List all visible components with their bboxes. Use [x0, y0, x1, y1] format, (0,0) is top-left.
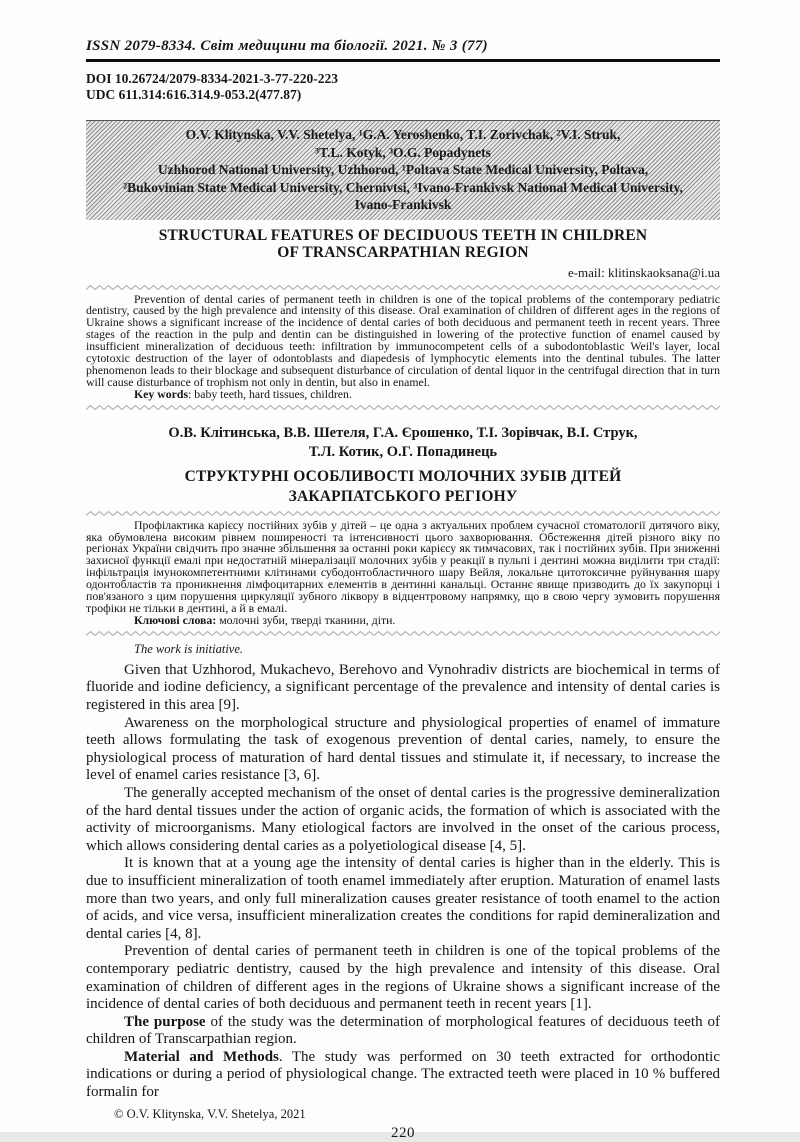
paragraph-text: The generally accepted mechanism of the onset of dental caries is the progressive demineralization of the hard dental tissues under the action of organic acids, the formation of which is associated with the activity of microorganisms. Many etiological factors are involved in the onset of the carious process, which allows considering dental caries as a polyetiological disease [4, 5].	[86, 784, 720, 854]
paragraph-text: . The study was performed on 30 teeth extracted for orthodontic indications or during a period of physiological change. The extracted teeth were placed in 10 % buffered formalin for	[86, 1048, 720, 1101]
zigzag-divider	[86, 284, 720, 291]
paragraph-lead: The purpose	[124, 1013, 206, 1030]
body-paragraph	[86, 1014, 720, 1049]
body-paragraph	[86, 855, 720, 943]
email-line: e-mail: klitinskaoksana@i.ua	[567, 264, 720, 280]
abstract-uk-text: Профілактика карієсу постійних зубів у дітей – це одна з актуальних проблем сучасної стоматології дитячого віку, яка обумовлена високим рівнем поширеності та інтенсивності цього захворювання. Обстеження дітей різного віку по регіонах України свідчить про значне збільшення за останні роки карієсу як тимчасових, так і постійних зубів. При зниженні захисної функції емалі при недостатній мінералізації молочних зубів у реакції в пульпі і дентині можна виділити три стадії: інфільтрація імунокомпетентними клітинами субодонтобластичного шару Вейля, локальне цитотоксичне руйнування шару одонтобластів та проникнення лімфоцитарних елементів в дентинні канальці. Останнє явище призводить до їх закупорці і пов'язаного з цим порушення циркуляції зубного ліквору в відцентровому напрямку, що в свою чергу зумовить порушення трофіки не тільки в дентині, а й в емалі.	[86, 517, 720, 615]
paragraph-text: It is known that at a young age the intensity of dental caries is higher than in the elderly. This is due to insufficient mineralization of tooth enamel immediately after eruption. Maturation of enamel lasts more than two years, and only full mineralization causes greater resistance of tooth enamel to the action of acids, and vice versa, insufficient mineralization creates the conditions for rapid demineralization and dental caries [4, 8].	[86, 855, 720, 942]
page-number: 220	[391, 1124, 415, 1141]
authors-block-uk	[86, 424, 720, 462]
abstract-en	[86, 291, 720, 401]
body-paragraph	[86, 715, 720, 785]
paragraph-text: Prevention of dental caries of permanent teeth in children is one of the topical problems of the contemporary pediatric dentistry, caused by the high prevalence and intensity of this disease. Oral examination of children of different ages in the regions of Ukraine shows a significant increase of the incidence of dental caries of both deciduous and permanent teeth in recent years [1].	[86, 943, 720, 1013]
keywords-uk-label: Ключові слова:	[134, 612, 217, 627]
abstract-en-keywords	[86, 386, 720, 401]
paragraph-text: Given that Uzhhorod, Mukachevo, Berehovo and Vynohradiv districts are biochemical in terms of fluoride and iodine deficiency, a significant percentage of the prevalence and intensity of dental caries is registered in this area [9].	[86, 661, 720, 713]
zigzag-divider	[86, 404, 720, 411]
article-title-en-line1: STRUCTURAL FEATURES OF DECIDUOUS TEETH IN CHILDREN	[158, 226, 648, 244]
article-body	[86, 662, 720, 1102]
abstract-en-text: Prevention of dental caries of permanent teeth in children is one of the topical problems of the contemporary pediatric dentistry, caused by the high prevalence and intensity of this disease. Oral examination of children of different ages in the regions of Ukraine shows a significant increase of the incidence of dental caries of both deciduous and permanent teeth in recent years. Three stages of the reaction in the pulp and dentin can be distinguished in lowering of the protective function of enamel caused by insufficient mineralization of deciduous teeth: infiltration by immunocompetent cells of a subodontoblastic Weil's layer, local cytotoxic destruction of the layer of odontoblasts and diapedesis of lymphocytic elements into the dentinal tubules. The latter phenomenon leads to their blockage and subsequent disturbance of circulation of dental liquor in the centrifugal direction that in turn will cause disturbance of trophism not only in dentin, but also in enamel.	[86, 291, 720, 389]
affiliations-line1: Uzhhorod National University, Uzhhorod, ¹Poltava State Medical University, Poltava,	[157, 162, 649, 177]
keywords-uk-list: молочні зуби, тверді тканини, діти.	[216, 612, 396, 627]
udc-line: UDC 611.314:616.314.9-053.2(477.87)	[86, 87, 302, 102]
authors-en-line1: O.V. Klitynska, V.V. Shetelya, ¹G.A. Yeroshenko, T.I. Zorivchak, ²V.I. Struk,	[185, 127, 621, 142]
zigzag-divider	[86, 510, 720, 517]
work-note: The work is initiative.	[134, 641, 244, 656]
journal-header	[86, 38, 720, 102]
article-title-uk-line2: ЗАКАРПАТСЬКОГО РЕГІОНУ	[288, 487, 518, 505]
article-title-uk	[86, 467, 720, 507]
zigzag-divider	[86, 630, 720, 637]
paragraph-text: of the study was the determination of morphological features of deciduous teeth of children of Transcarpathian region.	[86, 1013, 720, 1048]
authors-block-en	[86, 120, 720, 220]
affiliations-line3: Ivano-Frankivsk	[354, 197, 452, 212]
authors-uk-line1: О.В. Клітинська, В.В. Шетеля, Г.А. Єрошенко, Т.І. Зорівчак, В.І. Струк,	[168, 424, 638, 441]
copyright-line: © O.V. Klitynska, V.V. Shetelya, 2021	[114, 1106, 306, 1121]
authors-uk-line2: Т.Л. Котик, О.Г. Попадинець	[308, 443, 498, 460]
article-title-uk-line1: СТРУКТУРНІ ОСОБЛИВОСТІ МОЛОЧНИХ ЗУБІВ ДІТЕЙ	[184, 467, 622, 485]
abstract-uk	[86, 517, 720, 627]
keywords-en-list: : baby teeth, hard tissues, children.	[188, 386, 352, 401]
article-title-en	[86, 227, 720, 261]
page-footer	[86, 1107, 720, 1142]
keywords-en-label: Key words	[134, 386, 189, 401]
article-title-en-line2: OF TRANSCARPATHIAN REGION	[277, 243, 529, 261]
body-paragraph	[86, 1049, 720, 1102]
body-paragraph	[86, 943, 720, 1013]
paragraph-text: Awareness on the morphological structure and physiological properties of enamel of immature teeth allows formulating the task of exogenous prevention of dental caries, namely, to ensure the physiological process of maturation of hard dental tissues and stimulate it, if necessary, to increase the level of enamel caries resistance [3, 6].	[86, 714, 720, 784]
affiliations-line2: ²Bukovinian State Medical University, Chernivtsi, ³Ivano-Frankivsk National Medical University,	[123, 179, 683, 195]
doi-line: DOI 10.26724/2079-8334-2021-3-77-220-223	[86, 71, 338, 86]
authors-en-line2: ³T.L. Kotyk, ³O.G. Popadynets	[315, 144, 491, 160]
body-paragraph	[86, 785, 720, 855]
paragraph-lead: Material and Methods	[124, 1048, 279, 1065]
abstract-uk-keywords	[86, 612, 720, 627]
body-paragraph	[86, 662, 720, 715]
issn-journal-line: ISSN 2079-8334. Світ медицини та біології. 2021. № 3 (77)	[86, 38, 720, 62]
